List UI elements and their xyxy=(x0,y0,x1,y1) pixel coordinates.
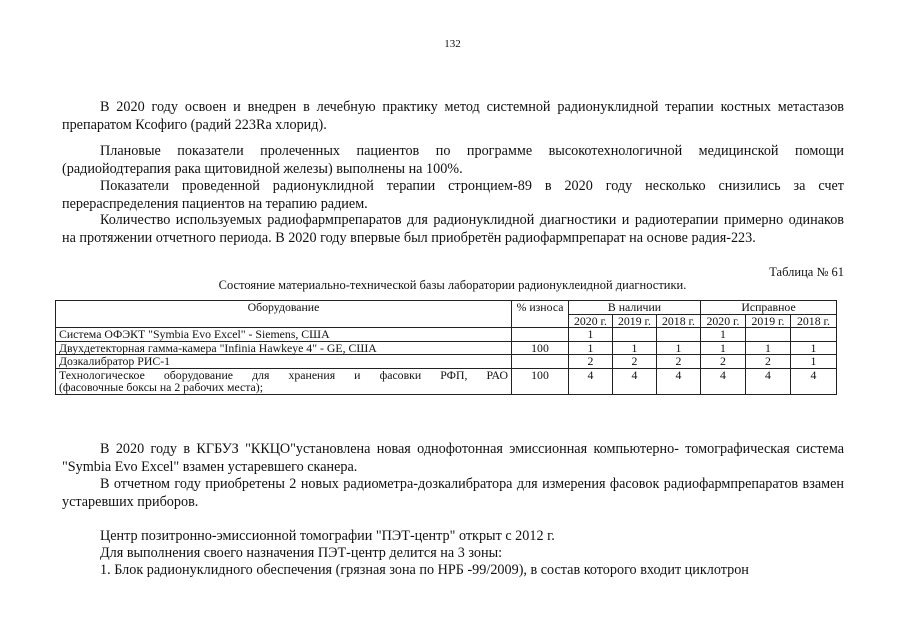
paragraph-radium-therapy: В 2020 году освоен и внедрен в лечебную практику метод системной радионуклидной терапии костных метастазов препаратом Ксофиго (радий 223Ra хлорид). xyxy=(62,99,844,133)
header-equipment: Оборудование xyxy=(56,301,512,328)
cell-equipment-name: Двухдетекторная гамма-камера "Infinia Hawkeye 4" - GE, США xyxy=(56,341,512,355)
paragraph-zone-1: 1. Блок радионуклидного обеспечения (грязная зона по НРБ -99/2009), в состав которого входит циклотрон xyxy=(100,562,749,578)
header-available: В наличии xyxy=(569,301,701,315)
paragraph-strontium-therapy: Показатели проведенной радионуклидной терапии стронцием-89 в 2020 году несколько снизились за счет перераспределения пациентов на терапию радием. xyxy=(62,178,844,212)
table-number: Таблица № 61 xyxy=(769,265,844,279)
cell-equipment-name-line1: Технологическое оборудование для хранения и фасовки РФП, РАО xyxy=(59,367,508,382)
cell-available-2018: 4 xyxy=(657,368,701,394)
table-row xyxy=(56,328,837,342)
cell-equipment-name: Система ОФЭКТ "Symbia Evo Excel" - Siemens, США xyxy=(56,328,512,342)
page-number: 132 xyxy=(444,38,461,50)
table-row xyxy=(56,341,837,355)
header-working: Исправное xyxy=(701,301,837,315)
cell-available-2018 xyxy=(657,328,701,342)
cell-working-2018 xyxy=(791,328,837,342)
header-working-2019: 2019 г. xyxy=(746,314,791,328)
cell-available-2019: 4 xyxy=(613,368,657,394)
cell-available-2018: 1 xyxy=(657,341,701,355)
cell-equipment-name-line2: (фасовочные боксы на 2 рабочих места); xyxy=(59,380,263,394)
cell-wear: 100 xyxy=(512,368,569,394)
cell-equipment-name: Дозкалибратор РИС-1 xyxy=(56,355,512,369)
table-row xyxy=(56,368,837,394)
header-available-2019: 2019 г. xyxy=(613,314,657,328)
cell-working-2019 xyxy=(746,328,791,342)
cell-working-2020: 1 xyxy=(701,341,746,355)
cell-working-2020: 4 xyxy=(701,368,746,394)
cell-wear xyxy=(512,328,569,342)
cell-available-2020: 1 xyxy=(569,341,613,355)
cell-available-2020: 4 xyxy=(569,368,613,394)
paragraph-spect-installation: В 2020 году в КГБУЗ "ККЦО"установлена новая однофотонная эмиссионная компьютерно- томографическая система "Symbia Evo Excel" взамен устаревшего сканера. xyxy=(62,441,844,475)
cell-working-2020: 2 xyxy=(701,355,746,369)
cell-working-2018: 1 xyxy=(791,341,837,355)
table-row xyxy=(56,355,837,369)
cell-available-2019: 1 xyxy=(613,341,657,355)
paragraph-dose-calibrators: В отчетном году приобретены 2 новых радиометра-дозкалибратора для измерения фасовок радиофармпрепаратов взамен устаревших приборов. xyxy=(62,476,844,510)
paragraph-high-tech-care: Плановые показатели пролеченных пациентов по программе высокотехнологичной медицинской помощи (радиойодтерапия рака щитовидной железы) выполнены на 100%. xyxy=(62,143,844,177)
cell-wear xyxy=(512,355,569,369)
cell-available-2019: 2 xyxy=(613,355,657,369)
header-wear: % износа xyxy=(512,301,569,328)
cell-available-2020: 2 xyxy=(569,355,613,369)
paragraph-radiopharmaceuticals: Количество используемых радиофармпрепаратов для радионуклидной диагностики и радиотерапии примерно одинаков на протяжении отчетного периода. В 2020 году впервые был приобретён радиофармпрепарат на основе радия-223. xyxy=(62,212,844,246)
header-available-2020: 2020 г. xyxy=(569,314,613,328)
header-available-2018: 2018 г. xyxy=(657,314,701,328)
equipment-table xyxy=(55,300,837,395)
cell-available-2019 xyxy=(613,328,657,342)
header-working-2018: 2018 г. xyxy=(791,314,837,328)
cell-available-2018: 2 xyxy=(657,355,701,369)
cell-working-2018: 4 xyxy=(791,368,837,394)
table-caption: Состояние материально-технической базы лаборатории радионуклеидной диагностики. xyxy=(218,278,687,292)
paragraph-pet-zones: Для выполнения своего назначения ПЭТ-центр делится на 3 зоны: xyxy=(100,545,503,561)
paragraph-pet-center: Центр позитронно-эмиссионной томографии "ПЭТ-центр" открыт с 2012 г. xyxy=(100,528,555,544)
cell-equipment-name xyxy=(56,368,512,394)
cell-working-2019: 1 xyxy=(746,341,791,355)
cell-working-2019: 2 xyxy=(746,355,791,369)
table-header-row xyxy=(56,301,837,315)
cell-wear: 100 xyxy=(512,341,569,355)
cell-working-2020: 1 xyxy=(701,328,746,342)
cell-available-2020: 1 xyxy=(569,328,613,342)
cell-working-2018: 1 xyxy=(791,355,837,369)
cell-working-2019: 4 xyxy=(746,368,791,394)
header-working-2020: 2020 г. xyxy=(701,314,746,328)
